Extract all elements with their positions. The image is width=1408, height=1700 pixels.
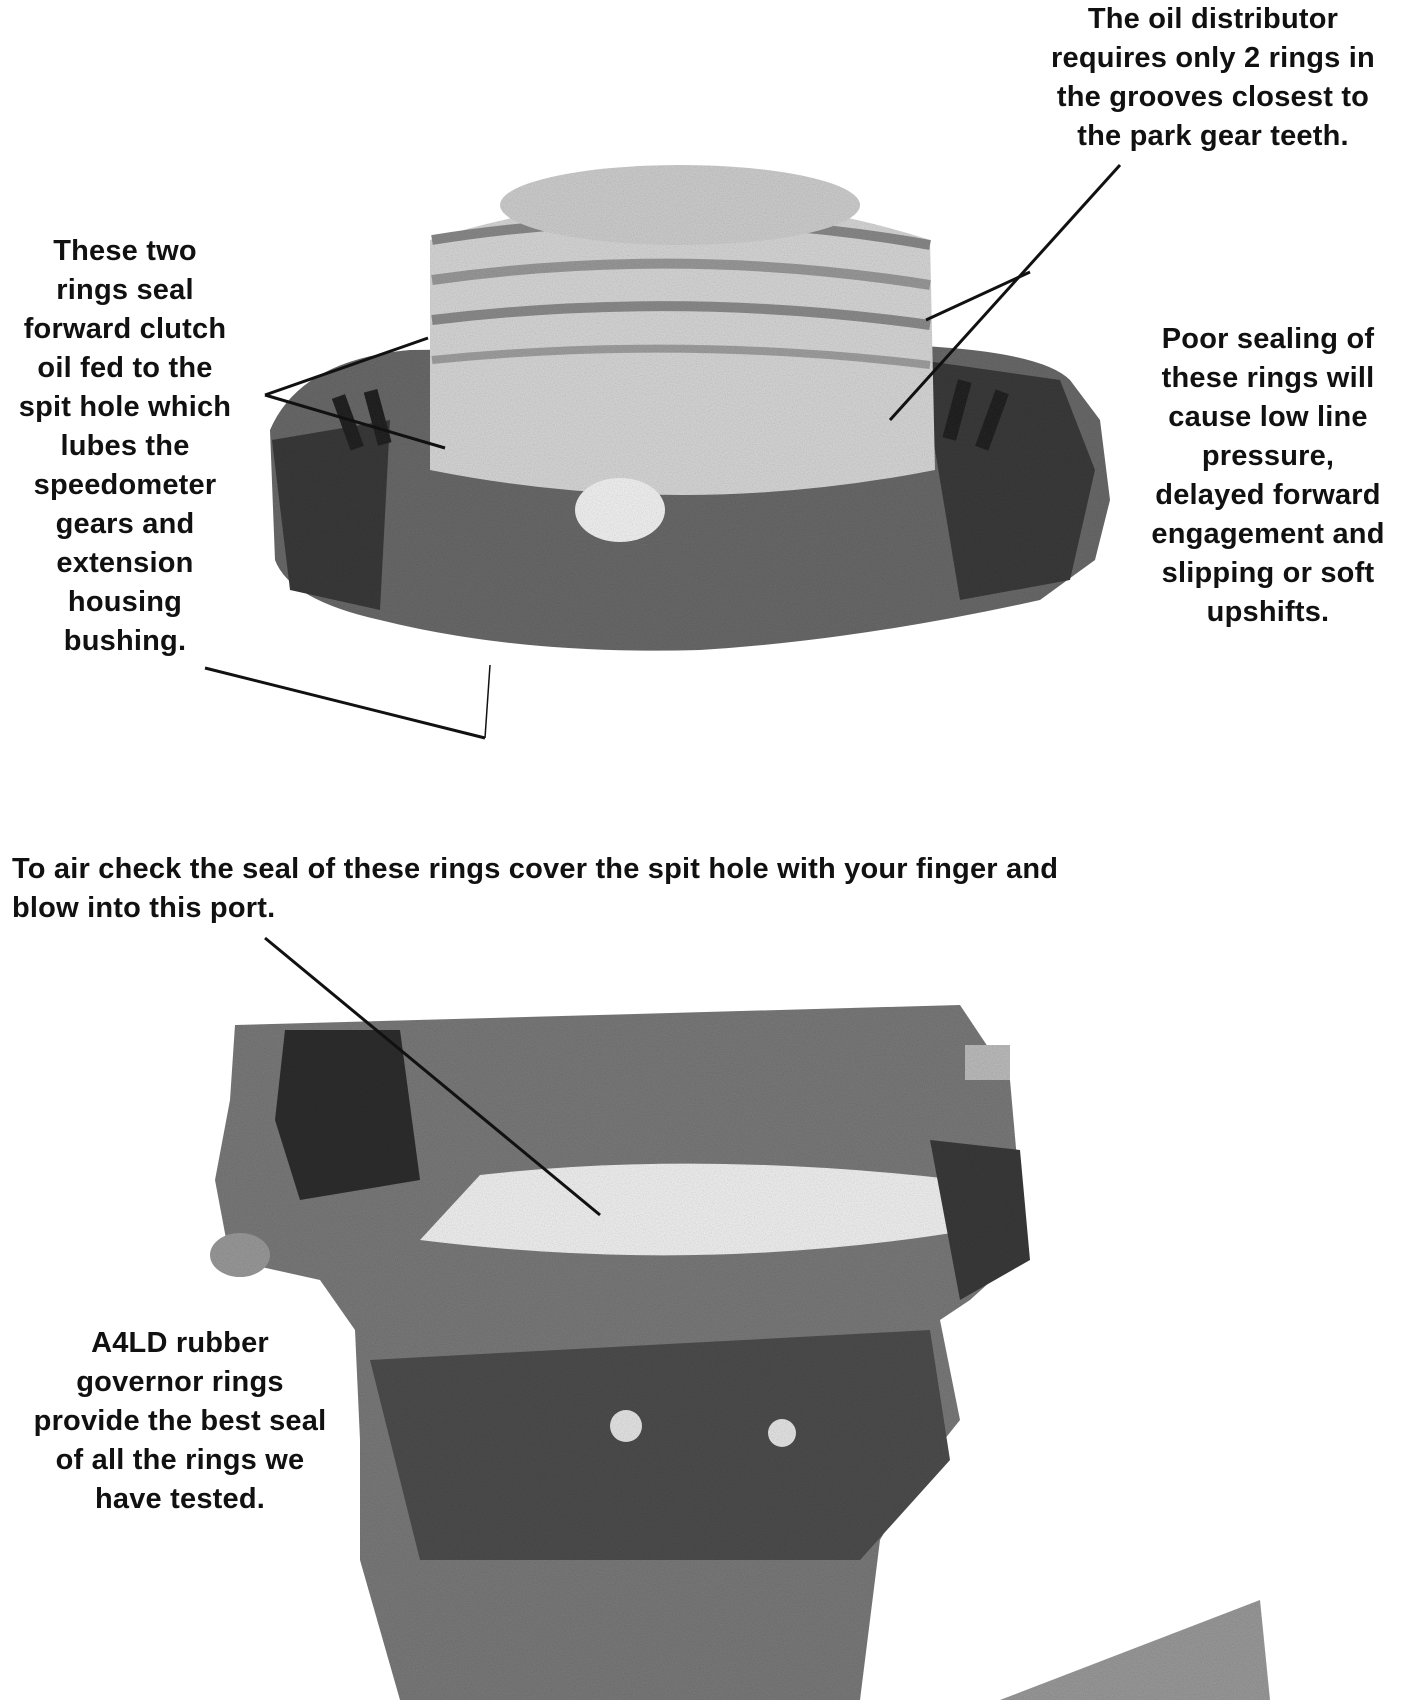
caption-a4ld-rings: A4LD rubber governor rings provide the best seal of all the rings we have tested. xyxy=(33,1327,327,1515)
oil-distributor-photo xyxy=(270,165,1110,651)
bolt-hole-right xyxy=(768,1419,796,1447)
housing-left-shadow xyxy=(272,420,390,610)
leader-line-distributor-b xyxy=(926,272,1030,320)
governor-left-recess xyxy=(275,1030,420,1200)
governor-ear xyxy=(210,1233,270,1277)
caption-oil-distributor: The oil distributor requires only 2 rings in the grooves closest to the park gear teeth. xyxy=(1051,3,1375,152)
caption-air-check: To air check the seal of these rings cover the spit hole with your finger and blow into this port. xyxy=(12,853,1059,924)
governor-lower-body xyxy=(370,1330,950,1560)
leader-line-bushing xyxy=(205,668,485,738)
caption-poor-sealing: Poor sealing of these rings will cause low line pressure, delayed forward engagement and slipping or soft upshifts. xyxy=(1151,323,1385,628)
governor-tab xyxy=(965,1045,1010,1080)
leader-line-bushing-up xyxy=(485,665,490,738)
governor-light-band xyxy=(420,1164,970,1256)
spit-hole xyxy=(575,478,665,542)
bottom-right-speckle xyxy=(1000,1600,1270,1700)
caption-forward-clutch-rings: These two rings seal forward clutch oil fed to the spit hole which lubes the speedometer gears and extension housing bushing. xyxy=(18,235,232,657)
distributor-top xyxy=(500,165,860,245)
bolt-hole-left xyxy=(610,1410,642,1442)
